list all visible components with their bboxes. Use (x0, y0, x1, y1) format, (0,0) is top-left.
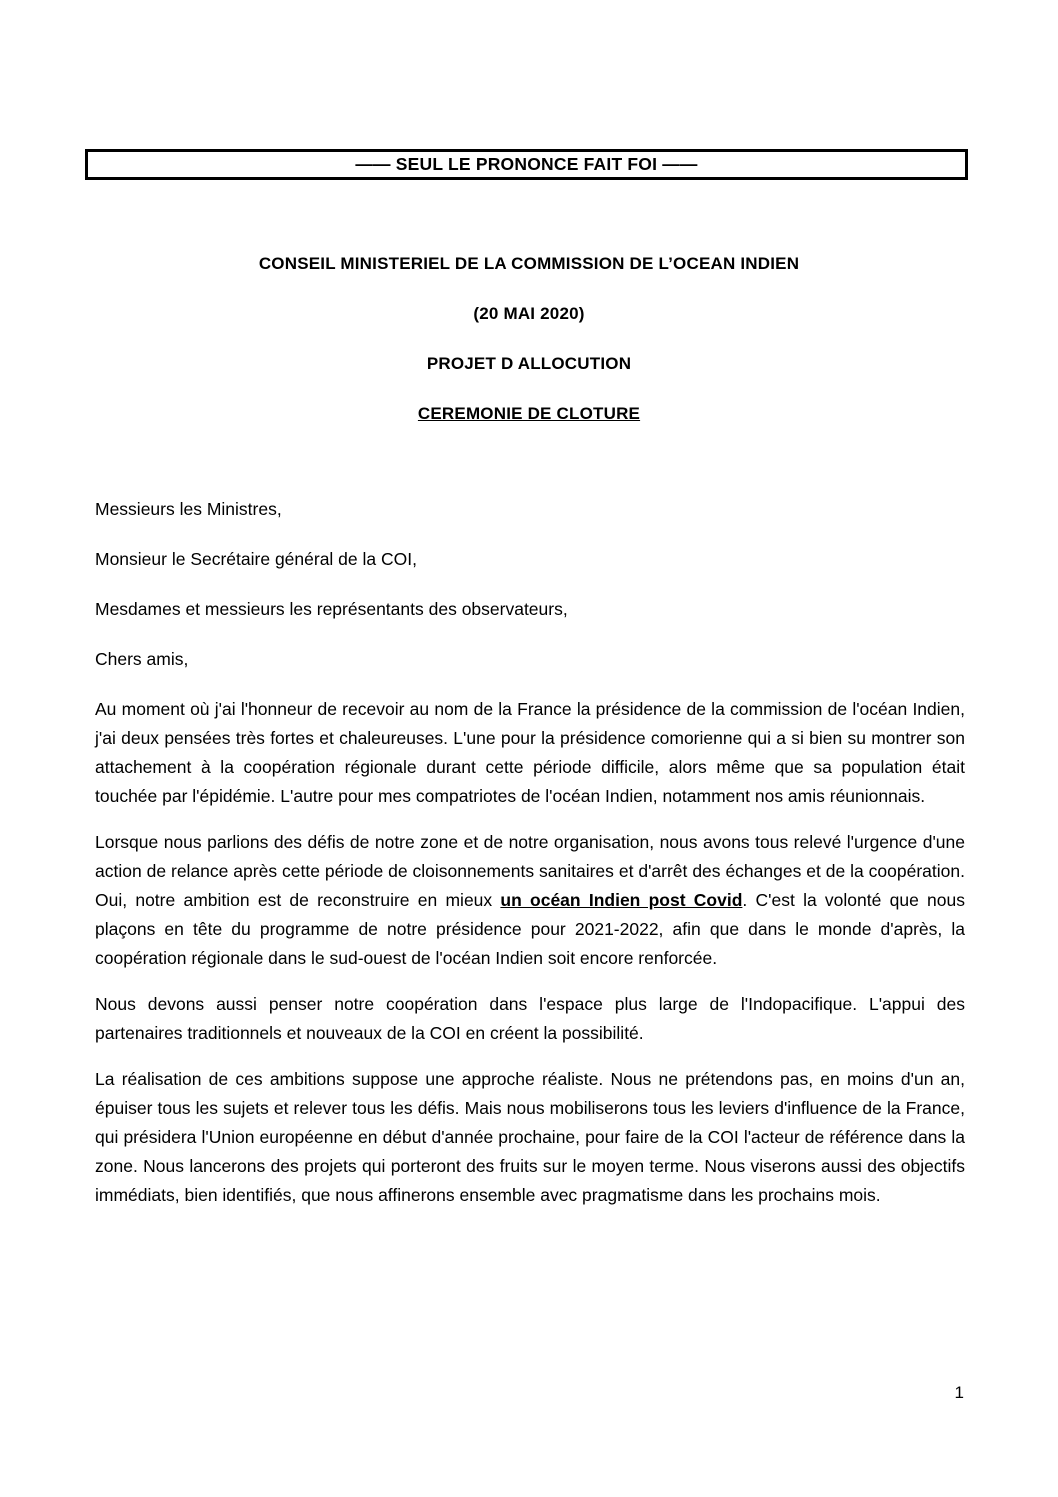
paragraph-3: Nous devons aussi penser notre coopération dans l'espace plus large de l'Indopacifique. L'appui des partenaires traditionnels et nouveaux de la COI en créent la possibilité. (95, 994, 965, 1043)
disclaimer-box (85, 149, 968, 180)
disclaimer-text: —— SEUL LE PRONONCE FAIT FOI —— (355, 154, 698, 174)
paragraph-2-text-post: . C'est la volonté que nous plaçons en tête du programme de notre présidence pour 2021-2022, afin que dans le monde d'après, la coopération régionale dans le sud-ouest de l'océan Indien soit encore renforcée. (95, 890, 965, 968)
paragraph-2 (95, 828, 965, 973)
title-block (94, 250, 964, 450)
paragraph-1: Au moment où j'ai l'honneur de recevoir au nom de la France la présidence de la commission de l'océan Indien, j'ai deux pensées très fortes et chaleureuses. L'une pour la présidence comorienne qui a si bien su montrer son attachement à la coopération régionale durant cette période difficile, alors même que sa population était touchée par l'épidémie. L'autre pour mes compatriotes de l'océan Indien, notamment nos amis réunionnais. (95, 699, 965, 806)
paragraph-2-text-pre: Lorsque nous parlions des défis de notre zone et de notre organisation, nous avons tous relevé l'urgence d'une action de relance après cette période de cloisonnements sanitaires et d'arrêt des échanges et de la coopération. Oui, notre ambition est de reconstruire en mieux (95, 832, 965, 910)
document-subtitle: PROJET D ALLOCUTION (426, 354, 632, 373)
salutation-observateurs: Mesdames et messieurs les représentants des observateurs, (95, 599, 568, 619)
salutation-secretaire-general: Monsieur le Secrétaire général de la COI, (95, 549, 417, 569)
page-number: 1 (954, 1383, 964, 1402)
document-section-title: CEREMONIE DE CLOTURE (417, 404, 641, 423)
paragraph-4: La réalisation de ces ambitions suppose une approche réaliste. Nous ne prétendons pas, en moins d'un an, épuiser tous les sujets et relever tous les défis. Mais nous mobiliserons tous les leviers d'influence de la France, qui présidera l'Union européenne en début d'année prochaine, pour faire de la COI l'acteur de référence dans la zone. Nous lancerons des projets qui porteront des fruits sur le moyen terme. Nous viserons aussi des objectifs immédiats, bien identifiés, que nous affinerons ensemble avec pragmatisme dans les prochains mois. (95, 1069, 965, 1205)
document-title: CONSEIL MINISTERIEL DE LA COMMISSION DE L’OCEAN INDIEN (258, 254, 800, 273)
salutation-chers-amis: Chers amis, (95, 649, 189, 669)
salutation-ministres: Messieurs les Ministres, (95, 499, 282, 519)
document-date: (20 MAI 2020) (473, 304, 585, 323)
paragraph-2-emphasis: un océan Indien post Covid (500, 890, 743, 910)
document-body (95, 495, 965, 1227)
